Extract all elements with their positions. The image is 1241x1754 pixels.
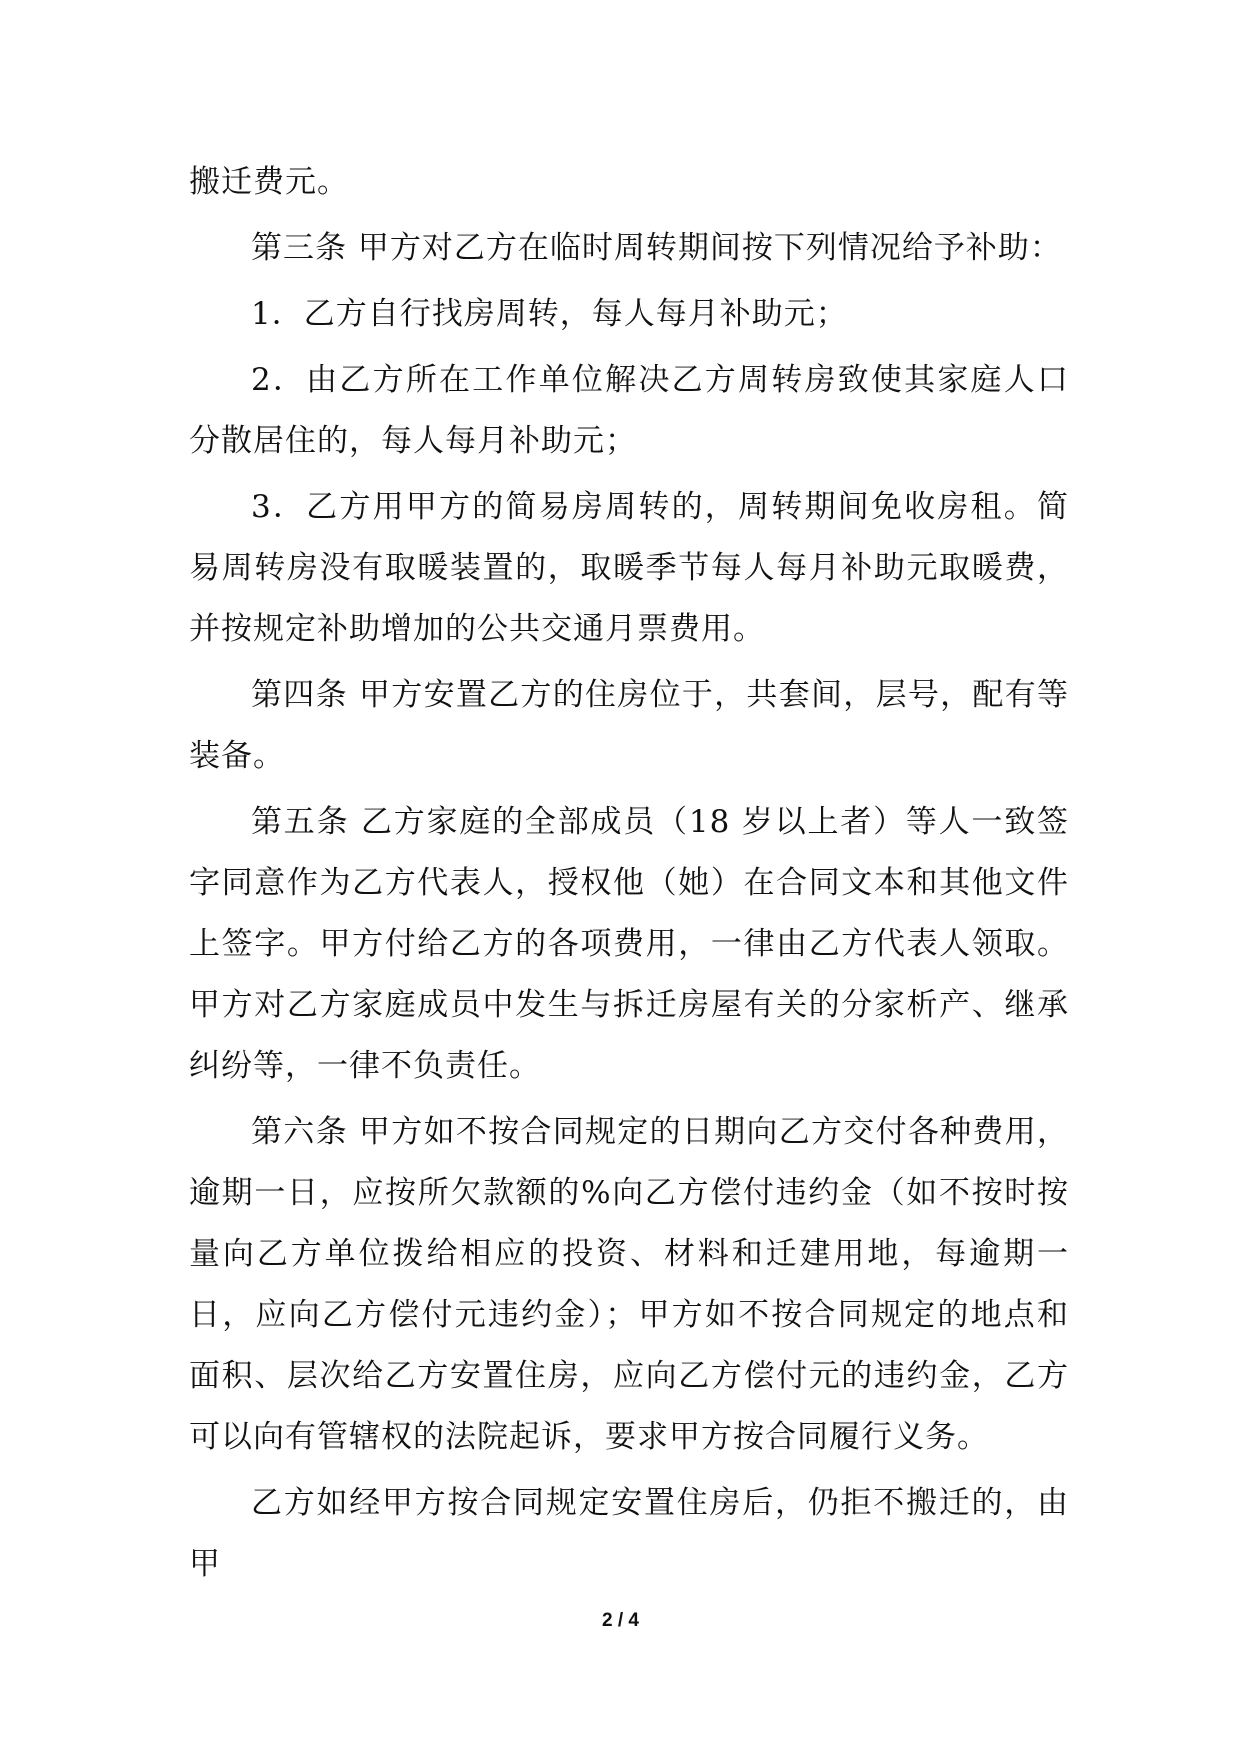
paragraph-item-3: 3．乙方用甲方的简易房周转的，周转期间免收房租。简易周转房没有取暖装置的，取暖季节每人每月补助元取暖费，并按规定补助增加的公共交通月票费用。	[189, 489, 1069, 647]
paragraph-continuation: 搬迁费元。	[189, 164, 349, 200]
paragraph-party-b-obligation: 乙方如经甲方按合同规定安置住房后，仍拒不搬迁的，由甲	[189, 1485, 1069, 1582]
paragraph-article-3: 第三条 甲方对乙方在临时周转期间按下列情况给予补助：	[251, 230, 1062, 266]
paragraph-item-1: 1．乙方自行找房周转，每人每月补助元；	[251, 296, 848, 332]
paragraph-article-5: 第五条 乙方家庭的全部成员（18 岁以上者）等人一致签字同意作为乙方代表人，授权他（她）在合同文本和其他文件上签字。甲方付给乙方的各项费用，一律由乙方代表人领取。甲方对乙方家庭成员中发生与拆迁房屋有关的分家析产、继承纠纷等，一律不负责任。	[189, 804, 1069, 1084]
document-body	[189, 152, 1069, 1600]
paragraph-item-2: 2．由乙方所在工作单位解决乙方周转房致使其家庭人口分散居住的，每人每月补助元；	[189, 362, 1069, 459]
paragraph-article-4: 第四条 甲方安置乙方的住房位于，共套间，层号，配有等装备。	[189, 677, 1069, 774]
page-number: 2 / 4	[602, 1610, 639, 1631]
paragraph-article-6: 第六条 甲方如不按合同规定的日期向乙方交付各种费用，逾期一日，应按所欠款额的%向乙方偿付违约金（如不按时按量向乙方单位拨给相应的投资、材料和迁建用地，每逾期一日，应向乙方偿付元违约金）；甲方如不按合同规定的地点和面积、层次给乙方安置住房，应向乙方偿付元的违约金，乙方可以向有管辖权的法院起诉，要求甲方按合同履行义务。	[189, 1114, 1069, 1455]
